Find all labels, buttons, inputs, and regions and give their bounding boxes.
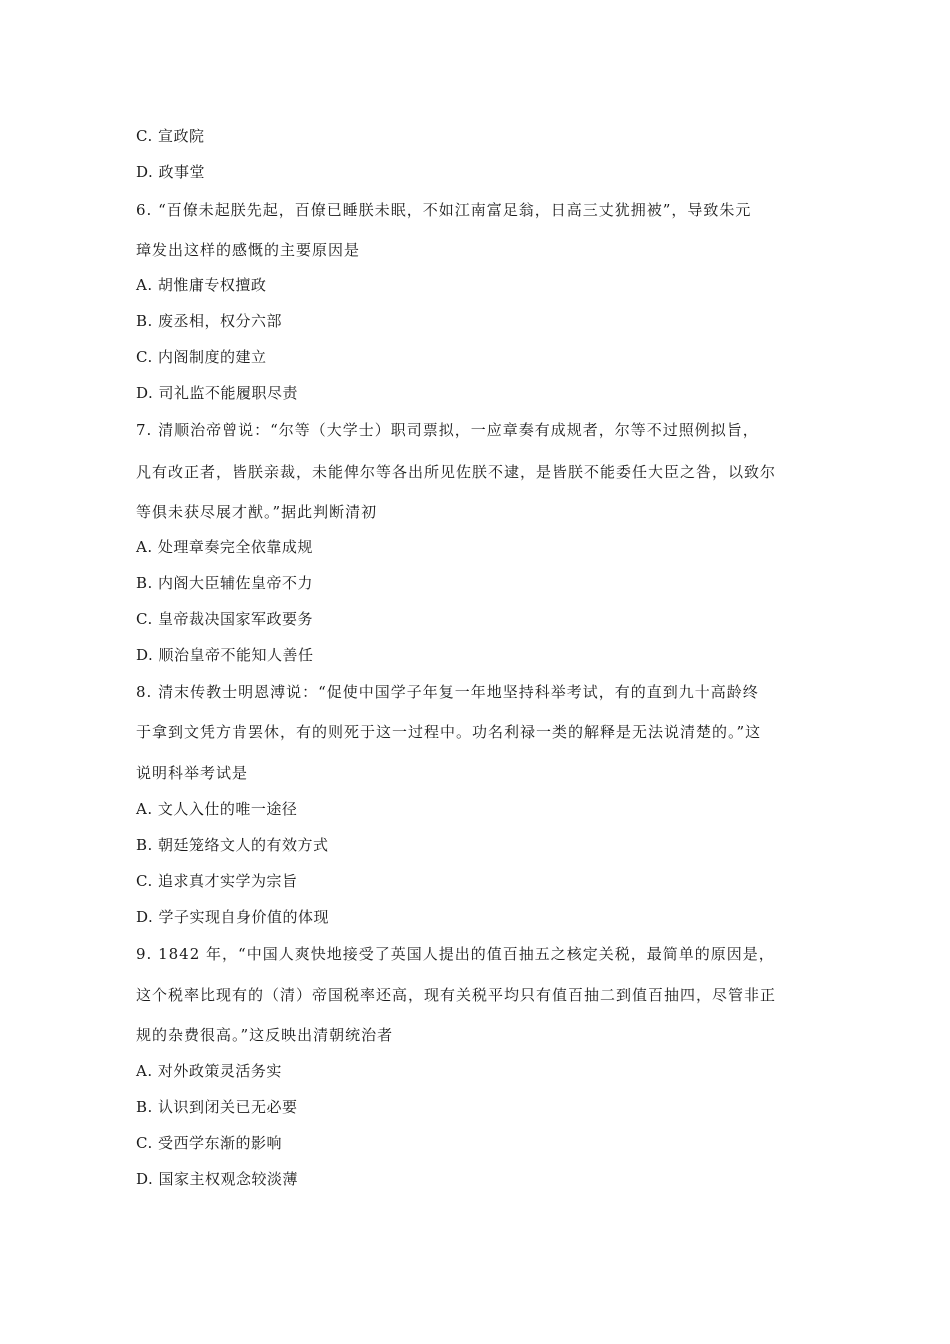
question-8-stem-line-1: 8. 清末传教士明恩溥说：“促使中国学子年复一年地坚持科举考试，有的直到九十高龄终 bbox=[136, 683, 759, 701]
question-7-stem-line-3: 等俱未获尽展才猷。”据此判断清初 bbox=[136, 503, 378, 521]
question-7-option-d: D. 顺治皇帝不能知人善任 bbox=[136, 646, 314, 664]
question-7-stem-line-1: 7. 清顺治帝曾说：“尔等（大学士）职司票拟，一应章奏有成规者，尔等不过照例拟旨， bbox=[136, 421, 759, 439]
question-9-option-c: C. 受西学东渐的影响 bbox=[136, 1134, 282, 1152]
question-9-option-b: B. 认识到闭关已无必要 bbox=[136, 1098, 298, 1116]
question-7-option-c: C. 皇帝裁决国家军政要务 bbox=[136, 610, 313, 628]
prev-option-c: C. 宣政院 bbox=[136, 127, 205, 145]
question-8-option-a: A. 文人入仕的唯一途径 bbox=[136, 800, 298, 818]
question-6-option-d: D. 司礼监不能履职尽责 bbox=[136, 384, 299, 402]
question-6-option-b: B. 废丞相，权分六部 bbox=[136, 312, 283, 330]
question-7-option-a: A. 处理章奏完全依靠成规 bbox=[136, 538, 313, 556]
question-9-stem-line-3: 规的杂费很高。”这反映出清朝统治者 bbox=[136, 1026, 394, 1044]
question-6-option-a: A. 胡惟庸专权擅政 bbox=[136, 276, 267, 294]
question-8-option-b: B. 朝廷笼络文人的有效方式 bbox=[136, 836, 329, 854]
question-8-stem-line-2: 于拿到文凭方肯罢休，有的则死于这一过程中。功名利禄一类的解释是无法说清楚的。”这 bbox=[136, 723, 762, 741]
question-9-option-a: A. 对外政策灵活务实 bbox=[136, 1062, 282, 1080]
question-6-option-c: C. 内阁制度的建立 bbox=[136, 348, 267, 366]
question-7-stem-line-2: 凡有改正者，皆朕亲裁，未能俾尔等各出所见佐朕不逮，是皆朕不能委任大臣之咎，以致尔 bbox=[136, 463, 777, 481]
question-8-option-d: D. 学子实现自身价值的体现 bbox=[136, 908, 330, 926]
question-8-stem-line-3: 说明科举考试是 bbox=[136, 764, 249, 782]
question-6-stem-line-1: 6. “百僚未起朕先起，百僚已睡朕未眠，不如江南富足翁，日高三丈犹拥被”，导致朱元 bbox=[136, 201, 752, 219]
question-8-option-c: C. 追求真才实学为宗旨 bbox=[136, 872, 298, 890]
prev-option-d: D. 政事堂 bbox=[136, 163, 206, 181]
question-9-stem-line-1: 9. 1842 年，“中国人爽快地接受了英国人提出的值百抽五之核定关税，最简单的原因是， bbox=[136, 945, 775, 963]
question-9-stem-line-2: 这个税率比现有的（清）帝国税率还高，现有关税平均只有值百抽二到值百抽四，尽管非正 bbox=[136, 986, 777, 1004]
question-9-option-d: D. 国家主权观念较淡薄 bbox=[136, 1170, 299, 1188]
question-7-option-b: B. 内阁大臣辅佐皇帝不力 bbox=[136, 574, 314, 592]
question-6-stem-line-2: 璋发出这样的感慨的主要原因是 bbox=[136, 241, 361, 259]
